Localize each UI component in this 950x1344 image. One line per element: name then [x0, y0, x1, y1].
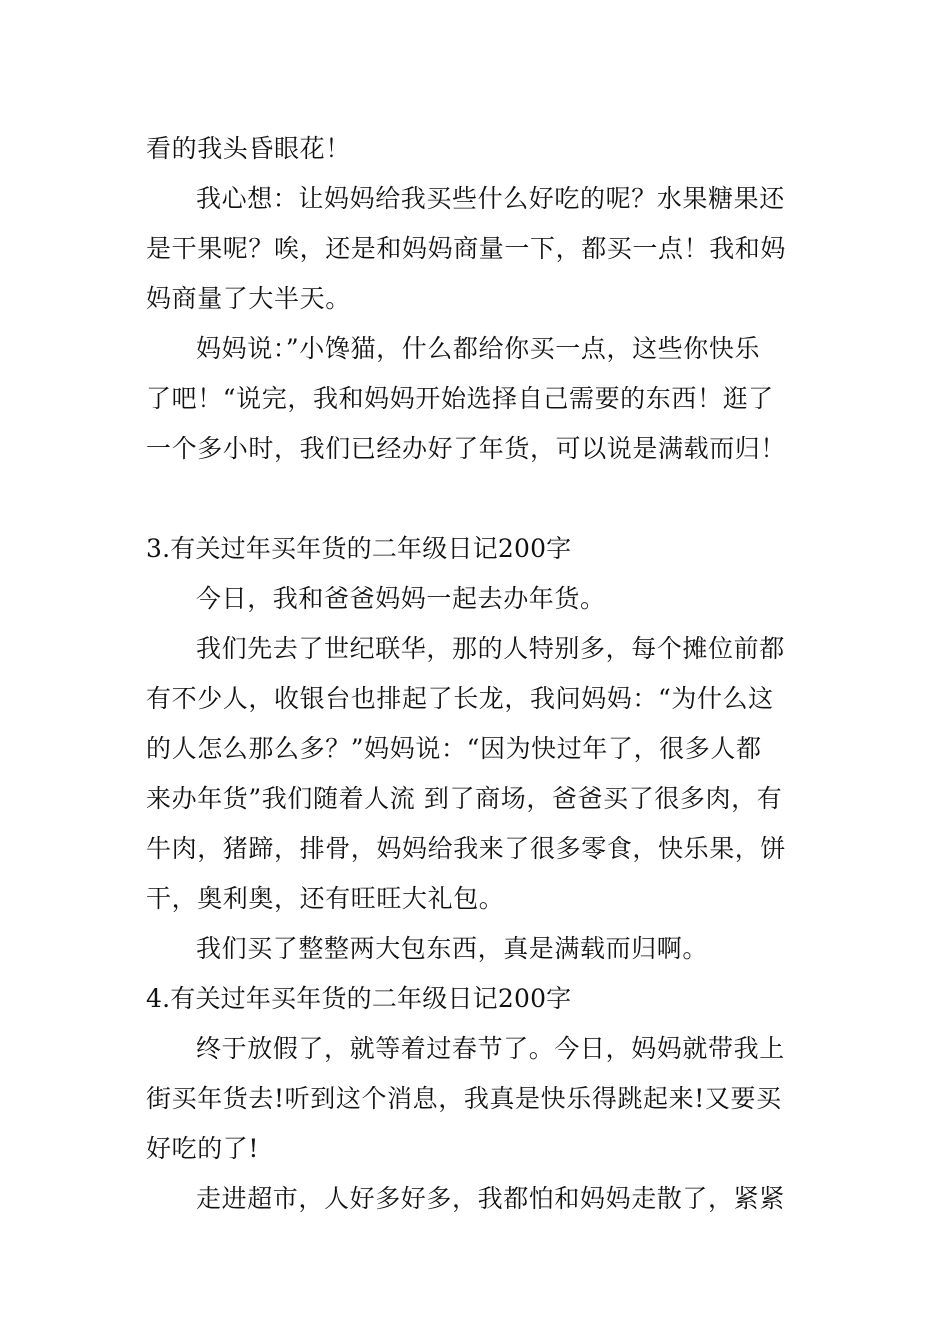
section-heading-4: 4.有关过年买年货的二年级日记200字: [146, 984, 572, 1013]
text-line: 是干果呢？唉，还是和妈妈商量一下，都买一点！我和妈: [146, 234, 787, 263]
paragraph-start: 我心想：让妈妈给我买些什么好吃的呢？水果糖果还: [196, 184, 785, 213]
section-heading-3: 3.有关过年买年货的二年级日记200字: [146, 534, 572, 563]
text-line: 好吃的了!: [146, 1134, 260, 1163]
paragraph-start: 我们先去了世纪联华，那的人特别多，每个摊位前都: [196, 634, 785, 663]
paragraph-start: 今日，我和爸爸妈妈一起去办年货。: [196, 584, 606, 613]
text-line: 看的我头昏眼花！: [146, 134, 351, 163]
text-line: 牛肉，猪蹄，排骨，妈妈给我来了很多零食，快乐果，饼: [146, 834, 787, 863]
text-line: 街买年货去!听到这个消息，我真是快乐得跳起来!又要买: [146, 1084, 782, 1113]
text-line: 干，奥利奥，还有旺旺大礼包。: [146, 884, 505, 913]
text-line: 妈商量了大半天。: [146, 284, 351, 313]
text-line: 一个多小时，我们已经办好了年货，可以说是满载而归！: [146, 434, 787, 463]
text-line: 的人怎么那么多？”妈妈说：“因为快过年了，很多人都: [146, 734, 762, 763]
paragraph-start: 我们买了整整两大包东西，真是满载而归啊。: [196, 934, 709, 963]
paragraph-start: 走进超市，人好多好多，我都怕和妈妈走散了，紧紧: [196, 1184, 785, 1213]
paragraph-start: 终于放假了，就等着过春节了。今日，妈妈就带我上: [196, 1034, 785, 1063]
paragraph-start: 妈妈说：”小馋猫，什么都给你买一点，这些你快乐: [196, 334, 761, 363]
text-line: 有不少人，收银台也排起了长龙，我问妈妈：“为什么这: [146, 684, 774, 713]
text-line: 了吧！“说完，我和妈妈开始选择自己需要的东西！逛了: [146, 384, 774, 413]
text-line: 来办年货”我们随着人流 到了商场，爸爸买了很多肉，有: [146, 784, 783, 813]
